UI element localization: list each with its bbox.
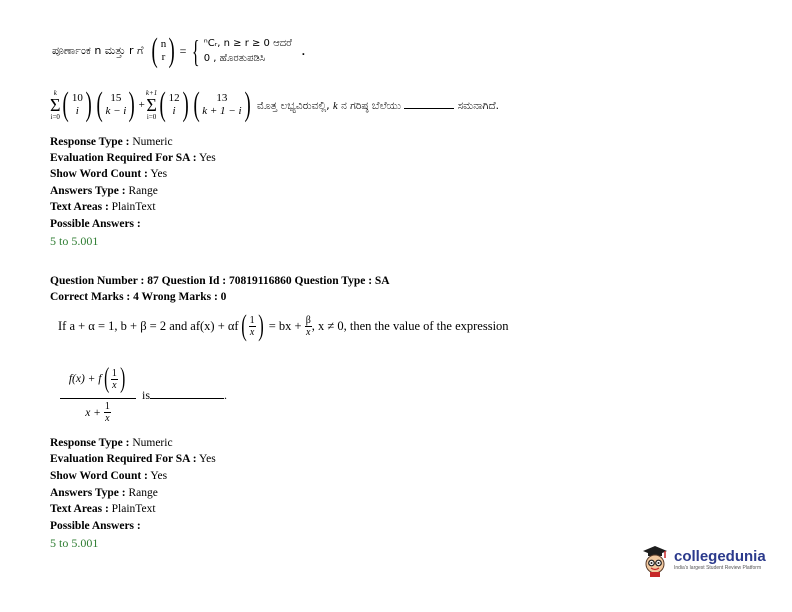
q86-intro-line: ಪೂರ್ಣಾಂಕ n ಮತ್ತು r ಗೆ ( n r ) = { ⁿCᵣ, n ≥ r ≥ 0 ಆದರೆ 0 , ಹೊರತುಪಡಿಸಿ . (52, 32, 305, 69)
q86-piecewise-cases: ⁿCᵣ, n ≥ r ≥ 0 ಆದರೆ 0 , ಹೊರತುಪಡಿಸಿ (203, 38, 292, 64)
sum1-sigma: k Σ i=0 (50, 88, 61, 121)
sum2-sigma: k+1 Σ i=0 (145, 88, 158, 121)
sum1-binom-2: ( 15 k − i ) (96, 86, 136, 123)
student-mascot-icon (640, 543, 670, 577)
q86-intro-prefix: ಪೂರ್ಣಾಂಕ n ಮತ್ತು r ಗೆ (52, 44, 144, 57)
sum2-binom-2: ( 13 k + 1 − i ) (193, 86, 251, 123)
sum1-binom-1: ( 10 i ) (63, 86, 92, 123)
q87-one-over-x: $\frac{1}{x}$ (249, 314, 255, 338)
q87-answers-type: Answers Type : Range (50, 487, 158, 499)
q87-question-line: If a + α = 1, b + β = 2 and af(x) + αf ( $\frac{1}{x}$ ) = bx + $\frac{\beta}{x}$ , x ≠ 0, then the value of the expression (58, 309, 509, 342)
q87-expression-denominator: x + $\frac{1}{x}$ (85, 401, 110, 424)
sum2-binom-1: ( 12 i ) (159, 86, 189, 123)
q86-possible-answers-label: Possible Answers : (50, 218, 141, 230)
q86-question-tail: ಮೊತ್ತ ಲಭ್ಯವಿರುವಲ್ಲಿ, k ನ ಗರಿಷ್ಠ ಬೆಲೆಯು ಸಮನಾಗಿದೆ. (256, 99, 499, 112)
q87-header: Question Number : 87 Question Id : 70819116860 Question Type : SA (50, 275, 390, 287)
collegedunia-logo[interactable] (640, 543, 766, 577)
q87-beta-over-x: $\frac{\beta}{x}$ (305, 314, 311, 338)
q87-is-blank: is . (142, 388, 228, 402)
logo-wordmark: collegedunia (674, 547, 766, 565)
q86-answer-blank (404, 98, 454, 109)
q86-binom-def: ( n r ) (151, 32, 176, 69)
q87-answer-blank (150, 388, 224, 399)
q86-response-type: Response Type : Numeric (50, 136, 173, 148)
q87-marks: Correct Marks : 4 Wrong Marks : 0 (50, 291, 227, 303)
q87-possible-answers-value: 5 to 5.001 (50, 536, 99, 550)
q86-possible-answers-value: 5 to 5.001 (50, 234, 99, 248)
q87-expression (60, 362, 136, 424)
q86-answers-type: Answers Type : Range (50, 185, 158, 197)
q87-text-areas: Text Areas : PlainText (50, 503, 156, 515)
q87-expression-numerator: f(x) + f ( $\frac{1}{x}$ ) (68, 363, 126, 394)
q86-piecewise-brace: { (192, 33, 200, 69)
q87-show-word-count: Show Word Count : Yes (50, 470, 168, 482)
q87-possible-answers-label: Possible Answers : (50, 520, 141, 532)
q87-response-type: Response Type : Numeric (50, 437, 173, 449)
q86-show-word-count: Show Word Count : Yes (50, 168, 168, 180)
q86-question-line: k Σ i=0 ( 10 i ) ( 15 k − i ) + k+1 Σ i=0 ( 12 i ) ( 13 k + 1 − i ) ಮೊತ್ತ ಲಭ್ಯವಿರುವಲ್ಲಿ, k ನ ಗರಿಷ್ಠ ಬೆಲೆಯು ಸಮನಾಗಿದೆ. (50, 86, 499, 123)
q87-expression-fraction-bar (60, 398, 136, 399)
q86-evaluation-required: Evaluation Required For SA : Yes (50, 152, 216, 164)
q87-evaluation-required: Evaluation Required For SA : Yes (50, 453, 216, 465)
logo-tagline: India's largest Student Review Platform (674, 564, 762, 571)
q86-text-areas: Text Areas : PlainText (50, 201, 156, 213)
